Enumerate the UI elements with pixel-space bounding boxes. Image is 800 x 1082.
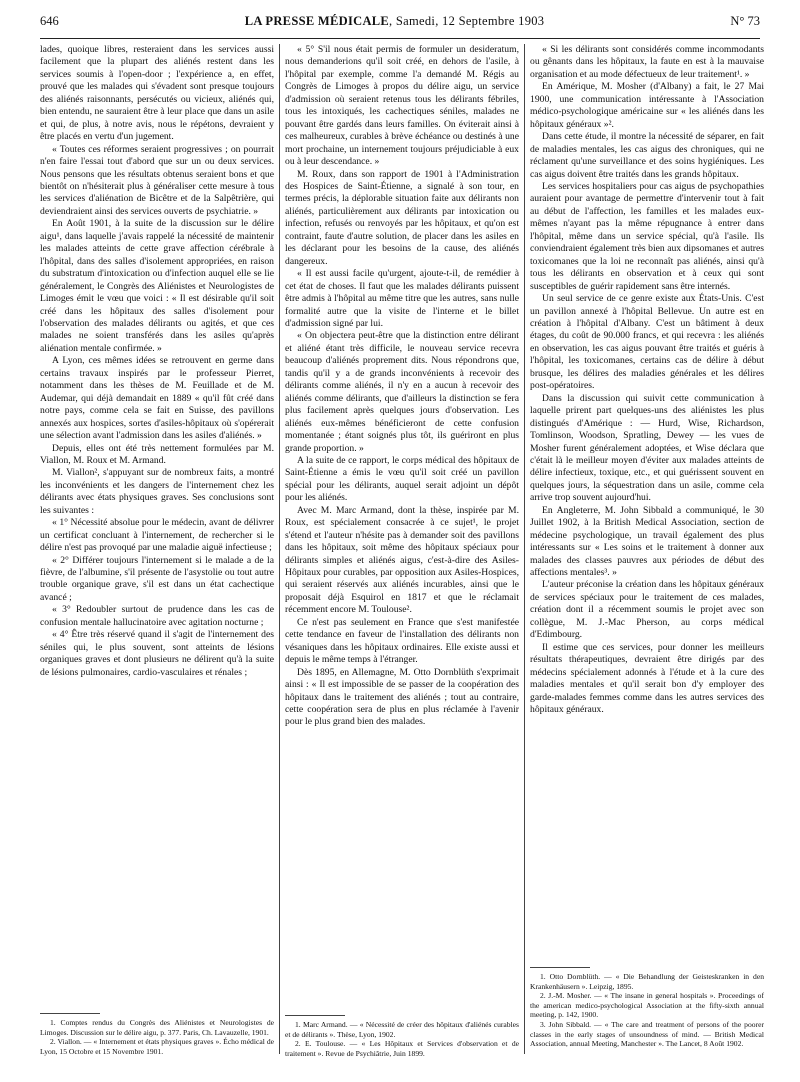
paragraph: L'auteur préconise la création dans les hôpitaux généraux de services spéciaux pour le traitement de ces malades, création dont il a récemment soumis le projet avec son collègue, M. J.-Mac Pherson, au corps médical d'Edimbourg. [530,579,764,641]
paragraph: Un seul service de ce genre existe aux États-Unis. C'est un pavillon annexé à l'hôpital Bellevue. Un autre est en création à l'hôpital d'Albany. C'est un bâtiment à deux étages, du coût de 90.000 francs, et qui recevra : les aliénés en observation, les cas aigus pouvant être traités et guéris à l'hôpital, les toxicomanes, certains cas de délire à début brusque, les délires des maladies générales et les délires post-opératoires. [530,293,764,392]
footnote: 2. J.-M. Mosher. — « The insane in general hospitals ». Proceedings of the american medico-psychological Association at the fifty-sixth annual meeting, p. 142, 1900. [530,991,764,1020]
paragraph: « 3° Redoubler surtout de prudence dans les cas de confusion mentale hallucinatoire avec agitation nocturne ; [40,604,274,628]
paragraph: « 4° Être très réservé quand il s'agit de l'internement des séniles qui, le plus souvent, sont atteints de lésions organiques graves et dont plusieurs ne délirent qu'à la suite de lésions pulmonaires, cardio-vasculaires et rénales ; [40,629,274,678]
paragraph: « Toutes ces réformes seraient progressives ; on pourrait n'en faire l'essai tout d'abord que sur un ou deux services. Nous pensons que les résultats obtenus seraient bons et que bientôt on n'hésiterait plus à généraliser cette mesure à tous les services d'aliénation de Bicêtre et de la Salpêtrière, qui deviendraient ainsi des services ouverts de psychiatrie. » [40,143,274,217]
page-header [40,14,760,36]
paragraph: Il estime que ces services, pour donner les meilleurs résultats thérapeutiques, devraient être dirigés par des médecins spécialement adonnés à l'étude et à la cure des maladies mentales et qu'il serait bon d'y employer des garde-malades femmes comme dans les autres services des hôpitaux généraux. [530,641,764,716]
paragraph: « Il est aussi facile qu'urgent, ajoute-t-il, de remédier à cet état de choses. Il faut que les malades délirants puissent être admis à l'hôpital au même titre que les autres, sans nulle formalité autre que la visite de l'interne et le billet d'admission signé par lui. [285,268,519,329]
column-divider [279,44,280,1054]
footnote: 3. John Sibbald. — « The care and treatment of persons of the poorer classes in the early stages of unsoundness of mind. — British Medical Association, annual Meeting, Manchester ». The Lancet, 8 Août 1902. [530,1019,764,1049]
paragraph: A la suite de ce rapport, le corps médical des hôpitaux de Saint-Étienne a émis le vœu qu'il soit créé un pavillon spécial pour les délirants, auquel serait adjoint un dépôt pour les aliénés. [285,454,519,504]
paragraph: En Août 1901, à la suite de la discussion sur le délire aigu¹, dans laquelle j'avais rappelé la nécessité de maintenir les malades atteints de cette grave affection cérébrale à l'hôpital, dans des salles d'isolement appropriées, en raison du substratum d'intoxication ou d'infection auquel elle se lie généralement, le Congrès des Aliénistes et Neurologistes de Limoges émit le vœu que voici : « Il est désirable qu'il soit créé dans les hôpitaux des salles d'isolement pour l'observation des malades délirants ou agités, et que ces malades ne soient transférés dans les asiles qu'après aliénation mentale confirmée. » [40,218,274,354]
footnote: 2. E. Toulouse. — « Les Hôpitaux et Services d'observation et de traitement ». Revue de Psychiâtrie, Juin 1899. [285,1039,519,1058]
footnotes-column-3 [530,972,764,1049]
paragraph: lades, quoique libres, resteraient dans les services aussi facilement que la plupart des aliénés restent dans les services soumis à l'open-door ; l'expérience a, en effet, prouvé que les malades qui s'évadent sont presque toujours des aliénés raisonnants, persécutés ou vicieux, aliénés qui, bien entendu, ne sauraient être à leur place que dans un asile et qui, de plus, à notre avis, nous le répétons, devraient y être placés en vertu d'un jugement. [40,44,274,143]
journal-title [245,14,545,29]
page-number: 646 [40,14,59,28]
paragraph: « 1° Nécessité absolue pour le médecin, avant de délivrer un certificat concluant à l'internement, de rechercher si le délire n'est pas provoqué par une maladie aiguë infectieuse ; [40,517,274,554]
journal-name: LA PRESSE MÉDICALE [244,14,390,28]
issue-number: N° 73 [730,14,760,28]
paragraph: « On objectera peut-être que la distinction entre délirant et aliéné étant très difficile, le nouveau service recevra beaucoup d'aliénés proprement dits. Nous répondrons que, tandis qu'il y a de grands inconvénients à recevoir des délirants comme aliénés, il n'y en a aucun à recevoir des aliénés comme délirants, que d'ailleurs la distinction se fera plus facilement après quelques jours d'observation. Les aliénés eux-mêmes bénéficieront de cette confusion momentanée ; étant soignés plus tôt, ils guériront en plus grande proportion. » [285,330,519,454]
footnote-rule [285,1015,345,1016]
footnote-rule [530,967,590,968]
paragraph: Avec M. Marc Armand, dont la thèse, inspirée par M. Roux, est spécialement consacrée à ce sujet¹, le projet s'étend et l'auteur n'hésite pas à demander soit des pavillons dans les hôpitaux, soit même des hôpitaux spéciaux pour délirants simples et aliénés aigus, c'est-à-dire des Asiles-Hôpitaux pour curables, par opposition aux Asiles-Hospices, qui seraient réservés aux aliénés incurables, ainsi que le proposait déjà Esquirol en 1817 et que le réclamait récemment encore M. Toulouse². [285,504,519,616]
paragraph: Ce n'est pas seulement en France que s'est manifestée cette tendance en faveur de l'installation des délirants non vésaniques dans les hôpitaux ordinaires. Elle existe aussi et depuis le même temps à l'étranger. [285,616,519,666]
text-column-1 [40,44,274,679]
footnote: 2. Viallon. — « Internement et états physiques graves ». Écho médical de Lyon, 15 Octobre et 15 Novembre 1901. [40,1037,274,1056]
paragraph: « 5° S'il nous était permis de formuler un desideratum, nous demanderions qu'il soit créé, en dehors de l'asile, à l'hôpital par exemple, comme l'a demandé M. Régis au Congrès de Limoges à propos du délire aigu, un service d'admission où seraient retenus tous les délirants fébriles, tous les intoxiqués, les cachectiques séniles, malades ne pouvant être gardés dans leurs familles. On éviterait ainsi à ces malheureux, curables à brève échéance ou destinés à une mort prochaine, un internement toujours préjudiciable à eux ou à leur descendance. » [285,44,519,168]
footnote: 1. Otto Dornblüth. — « Die Behandlung der Geisteskranken in den Krankenhäusern ». Leipzig, 1895. [530,972,764,991]
paragraph: Dès 1895, en Allemagne, M. Otto Dornblüth s'exprimait ainsi : « Il est impossible de se passer de la coopération des hôpitaux dans le traitement des aliénés ; tout au contraire, cette coopération sera de plus en plus réclamée à l'avenir pour le plus grand bien des malades. [285,666,519,728]
paragraph: Dans cette étude, il montre la nécessité de séparer, en fait de maladies mentales, les cas aigus des chroniques, qui ne réclament qu'une surveillance et des soins hygiéniques. Les cas aigus doivent être traités dans les grands hôpitaux. [530,131,764,180]
paragraph: En Angleterre, M. John Sibbald a communiqué, le 30 Juillet 1902, à la British Medical Association, section de médecine psychologique, un travail également des plus intéressants sur « Les soins et le traitement à donner aux malades des classes pauvres aux périodes de début des affections mentales³. » [530,504,764,579]
paragraph: A Lyon, ces mêmes idées se retrouvent en germe dans certains travaux inspirés par le professeur Pierret, notamment dans les thèses de M. Feuillade et de M. Audemar, qui déjà demandait en 1889 « qu'il fût créé dans notre pays, comme cela se fait en Suisse, des pavillons annexés aux hospices, sortes d'asiles-hôpitaux où s'opérerait une sélection avant l'admission dans les asiles d'aliénés. » [40,355,274,442]
paragraph: M. Viallon², s'appuyant sur de nombreux faits, a montré les inconvénients et les dangers de l'internement chez les délirants avec états physiques graves. Ses conclusions sont les suivantes : [40,467,274,516]
paragraph: « Si les délirants sont considérés comme incommodants ou gênants dans les hôpitaux, la faute en est à la mauvaise organisation et au mode défectueux de leur traitement¹. » [530,44,764,80]
text-column-3 [530,44,764,716]
text-column-2 [285,44,519,729]
footnote: 1. Marc Armand. — « Nécessité de créer des hôpitaux d'aliénés curables et de délirants ». Thèse, Lyon, 1902. [285,1020,519,1039]
issue-date: , Samedi, 12 Septembre 1903 [389,14,545,28]
footnotes-column-2 [285,1020,519,1058]
paragraph: « 2° Différer toujours l'internement si le malade a de la fièvre, de l'albumine, s'il présente de l'asystolie ou tout autre trouble organique grave, s'il est dans un état cachectique avancé ; [40,554,274,603]
footnotes-column-1 [40,1018,274,1056]
paragraph: Depuis, elles ont été très nettement formulées par M. Viallon, M. Roux et M. Armand. [40,442,274,466]
column-divider [524,44,525,1054]
paragraph: En Amérique, M. Mosher (d'Albany) a fait, le 27 Mai 1900, une communication intéressante à l'Association médico-psychologique américaine sur « les aliénés dans les hôpitaux généraux »². [530,81,764,130]
header-rule [40,38,760,39]
paragraph: Dans la discussion qui suivit cette communication à laquelle prirent part quelques-uns des aliénistes les plus distingués d'Amérique : — Hurd, Wise, Richardson, Tomlinson, Woodson, Spratling, Dewey — les vues de Mosher furent généralement adoptées, et Wise déclara que c'était là le meilleur moyen d'éviter aux malades atteints de délire infectieux, toxique, etc., et qui guérissent souvent en quelques jours, la séquestration dans un asile, comme cela arrive trop souvent aujourd'hui. [530,392,764,504]
footnote-rule [40,1013,100,1014]
footnote: 1. Comptes rendus du Congrès des Aliénistes et Neurologistes de Limoges. Discussion sur le délire aigu, p. 377. Paris, Ch. Lavauzelle, 1901. [40,1018,274,1037]
paragraph: M. Roux, dans son rapport de 1901 à l'Administration des Hospices de Saint-Étienne, a signalé à son tour, en termes précis, la déplorable situation faite aux délirants non aliénés, particulièrement aux délirants par intoxication ou infection, refusés ou renvoyés par les hôpitaux, et qu'on est contraint, faute d'autre solution, de placer dans les asiles en les déclarant pour les besoins de la cause, des aliénés dangereux. [285,168,519,267]
paragraph: Les services hospitaliers pour cas aigus de psychopathies auraient pour avantage de permettre d'intervenir tout à fait au début de l'affection, les familles et les malades eux-mêmes n'ayant pas la même répugnance à entrer dans l'hôpital, même dans un service spécial, qu'à l'asile. Ils conviendraient également très bien aux dipsomanes et autres toxicomanes que la loi ne reconnaît pas aliénés, ainsi qu'à tous les délirants en observation et à ceux qui sont susceptibles de guérir rapidement sans être internés. [530,180,764,292]
